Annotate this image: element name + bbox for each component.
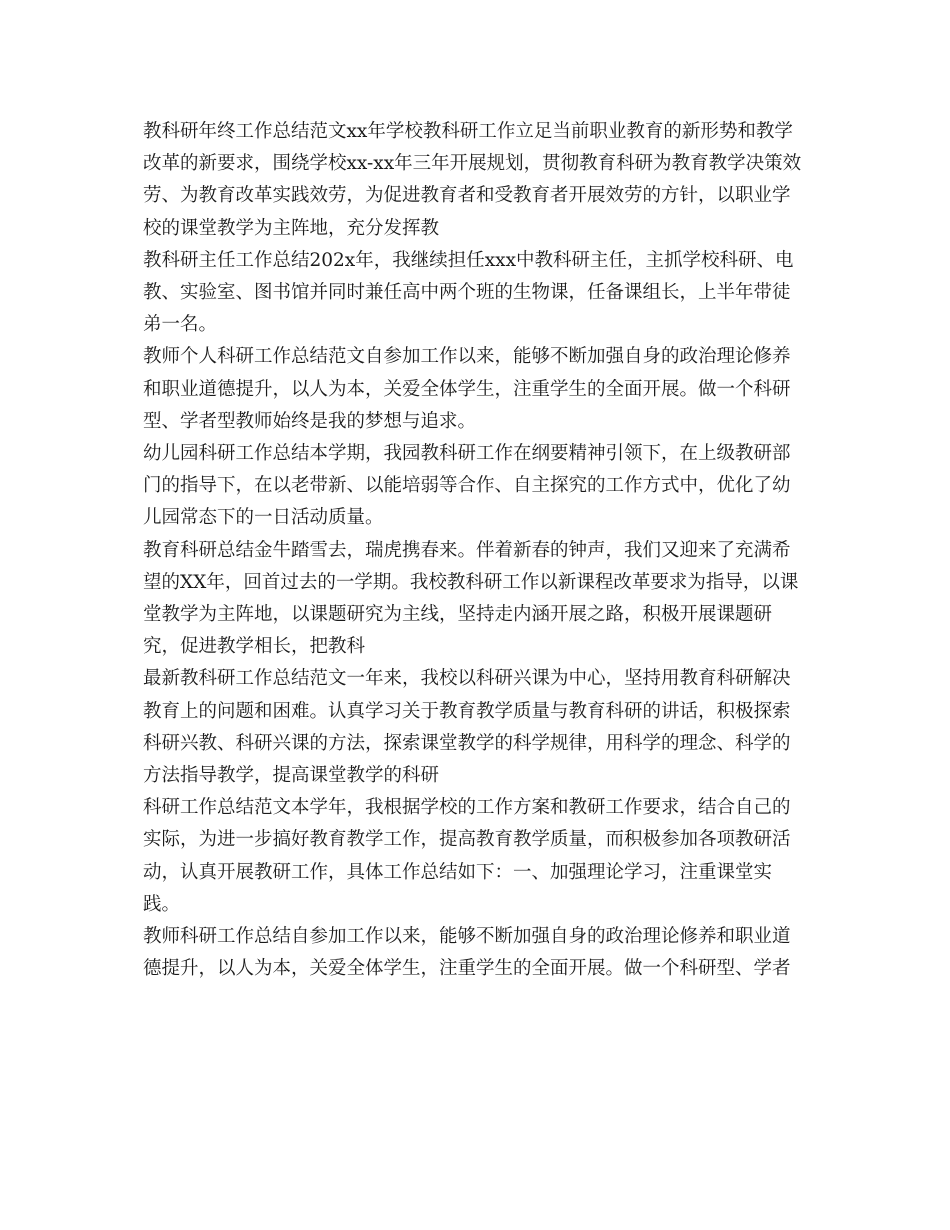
paragraph-7: 科研工作总结范文本学年，我根据学校的工作方案和教研工作要求，结合自己的实际，为进一步搞好教育教学工作，提高教育教学质量，而积极参加各项教研活动，认真开展教研工作，具体工作总结如下：一、加强理论学习，注重课堂实践。: [143, 797, 791, 915]
paragraph-8: 教师科研工作总结自参加工作以来，能够不断加强自身的政治理论修养和职业道德提升，以人为本，关爱全体学生，注重学生的全面开展。做一个科研型、学者: [143, 926, 791, 980]
paragraph-1: 教科研年终工作总结范文xx年学校教科研工作立足当前职业教育的新形势和教学改革的新要求，围绕学校xx-xx年三年开展规划，贯彻教育科研为教育教学决策效劳、为教育改革实践效劳，为促进教育者和受教育者开展效劳的方针，以职业学校的课堂教学为主阵地，充分发挥教: [143, 121, 802, 239]
paragraph-3: 教师个人科研工作总结范文自参加工作以来，能够不断加强自身的政治理论修养和职业道德提升，以人为本，关爱全体学生，注重学生的全面开展。做一个科研型、学者型教师始终是我的梦想与追求。: [143, 346, 791, 432]
paragraph-4: 幼儿园科研工作总结本学期，我园教科研工作在纲要精神引领下，在上级教研部门的指导下，在以老带新、以能培弱等合作、自主探究的工作方式中，优化了幼儿园常态下的一日活动质量。: [143, 443, 791, 529]
paragraph-2: 教科研主任工作总结202x年，我继续担任xxx中教科研主任，主抓学校科研、电教、实验室、图书馆并同时兼任高中两个班的生物课，任备课组长，上半年带徒弟一名。: [143, 249, 794, 336]
paragraph-6: 最新教科研工作总结范文一年来，我校以科研兴课为中心，坚持用教育科研解决教育上的问题和困难。认真学习关于教育教学质量与教育科研的讲话，积极探索科研兴教、科研兴课的方法，探索课堂教学的科学规律，用科学的理念、科学的方法指导教学，提高课堂教学的科研: [143, 668, 791, 787]
paragraph-5: 教育科研总结金牛踏雪去，瑞虎携春来。伴着新春的钟声，我们又迎来了充满希望的XX年，回首过去的一学期。我校教科研工作以新课程改革要求为指导，以课堂教学为主阵地，以课题研究为主线，坚持走内涵开展之路，积极开展课题研究，促进教学相长，把教科: [143, 539, 799, 658]
document-body: [143, 116, 808, 985]
